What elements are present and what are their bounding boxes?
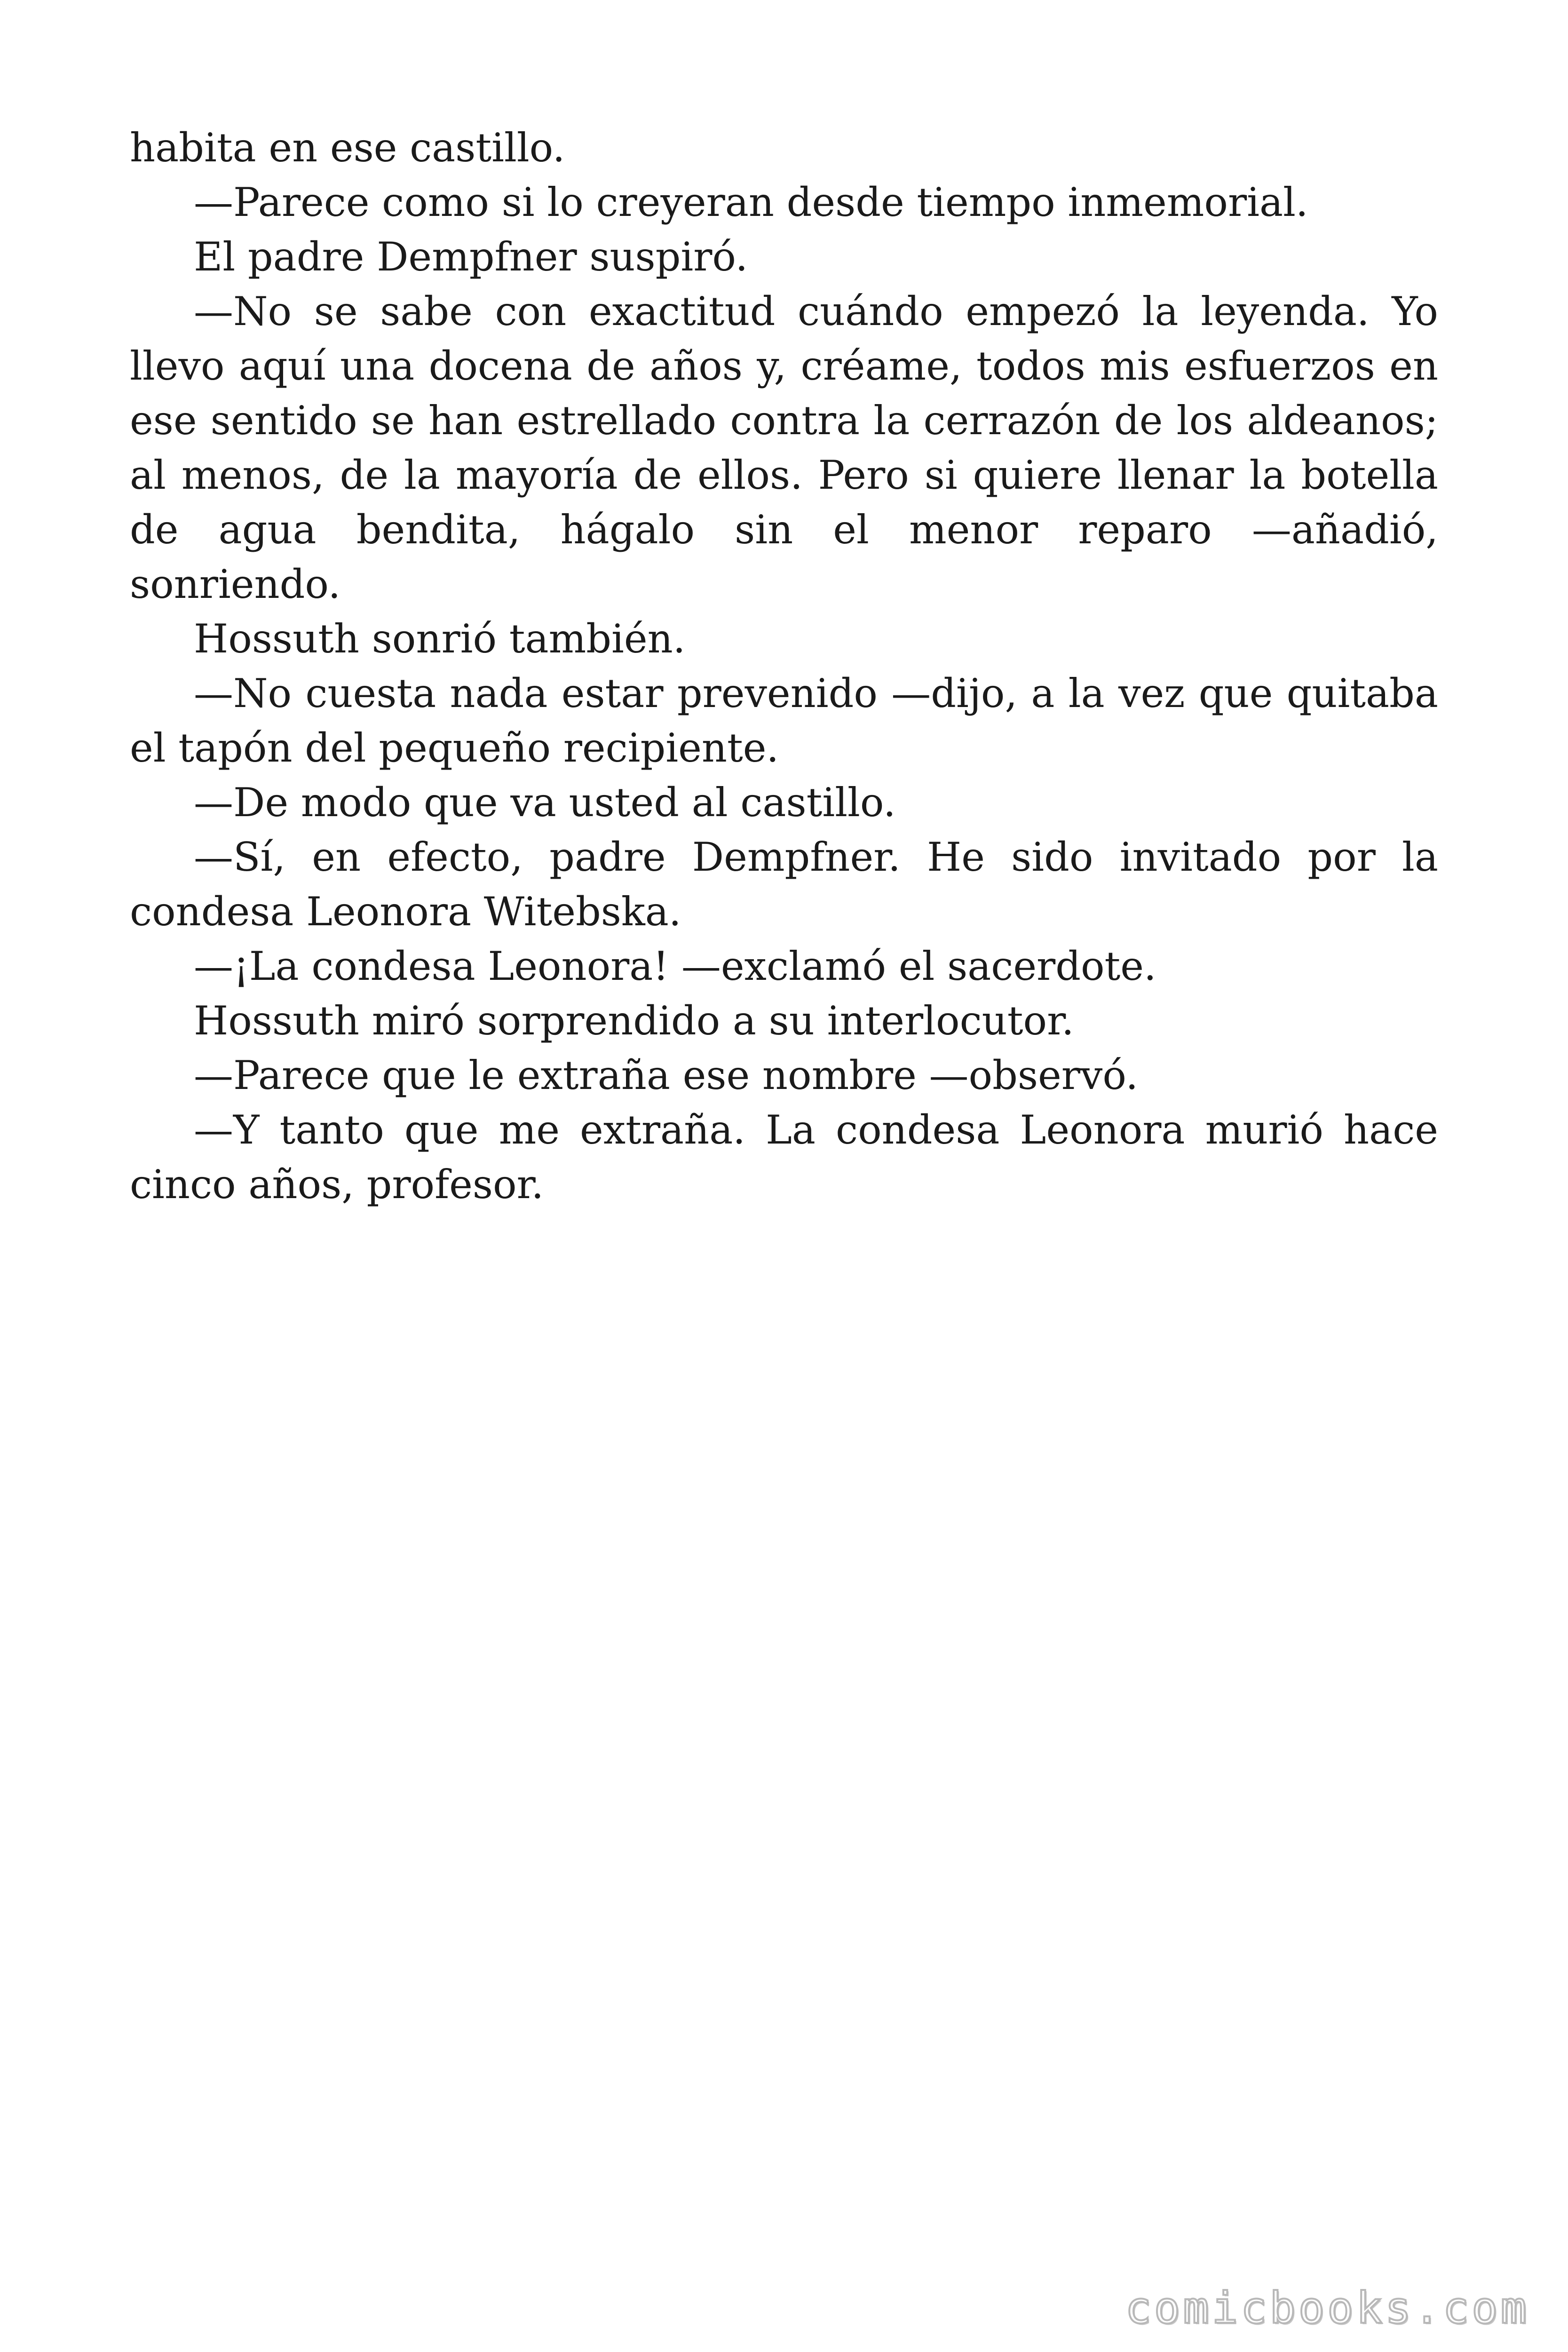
- paragraph: Hossuth sonrió también.: [194, 616, 686, 662]
- page-body: [130, 120, 1438, 1212]
- paragraph: —Parece que le extraña ese nombre —observó.: [194, 1052, 1139, 1098]
- watermark: comicbooks.com: [1125, 2283, 1529, 2333]
- paragraph: —¡La condesa Leonora! —exclamó el sacerdote.: [194, 943, 1156, 989]
- paragraph: —Sí, en efecto, padre Dempfner. He sido invitado por la condesa Leonora Witebska.: [130, 834, 1438, 935]
- paragraph: El padre Dempfner suspiró.: [194, 234, 748, 280]
- paragraph: —No cuesta nada estar prevenido —dijo, a la vez que quitaba el tapón del pequeño recipiente.: [130, 670, 1438, 771]
- paragraph: —Parece como si lo creyeran desde tiempo inmemorial.: [194, 179, 1308, 225]
- paragraph: —No se sabe con exactitud cuándo empezó la leyenda. Yo llevo aquí una docena de años y, créame, todos mis esfuerzos en ese sentido se han estrellado contra la cerrazón de los aldeanos; al menos, de la mayoría de ellos. Pero si quiere llenar la botella de agua bendita, hágalo sin el menor reparo —añadió, sonriendo.: [130, 288, 1438, 607]
- paragraph: Hossuth miró sorprendido a su interlocutor.: [194, 998, 1074, 1044]
- paragraph: —De modo que va usted al castillo.: [194, 779, 896, 826]
- paragraph: habita en ese castillo.: [130, 125, 565, 171]
- paragraph: —Y tanto que me extraña. La condesa Leonora murió hace cinco años, profesor.: [130, 1107, 1438, 1208]
